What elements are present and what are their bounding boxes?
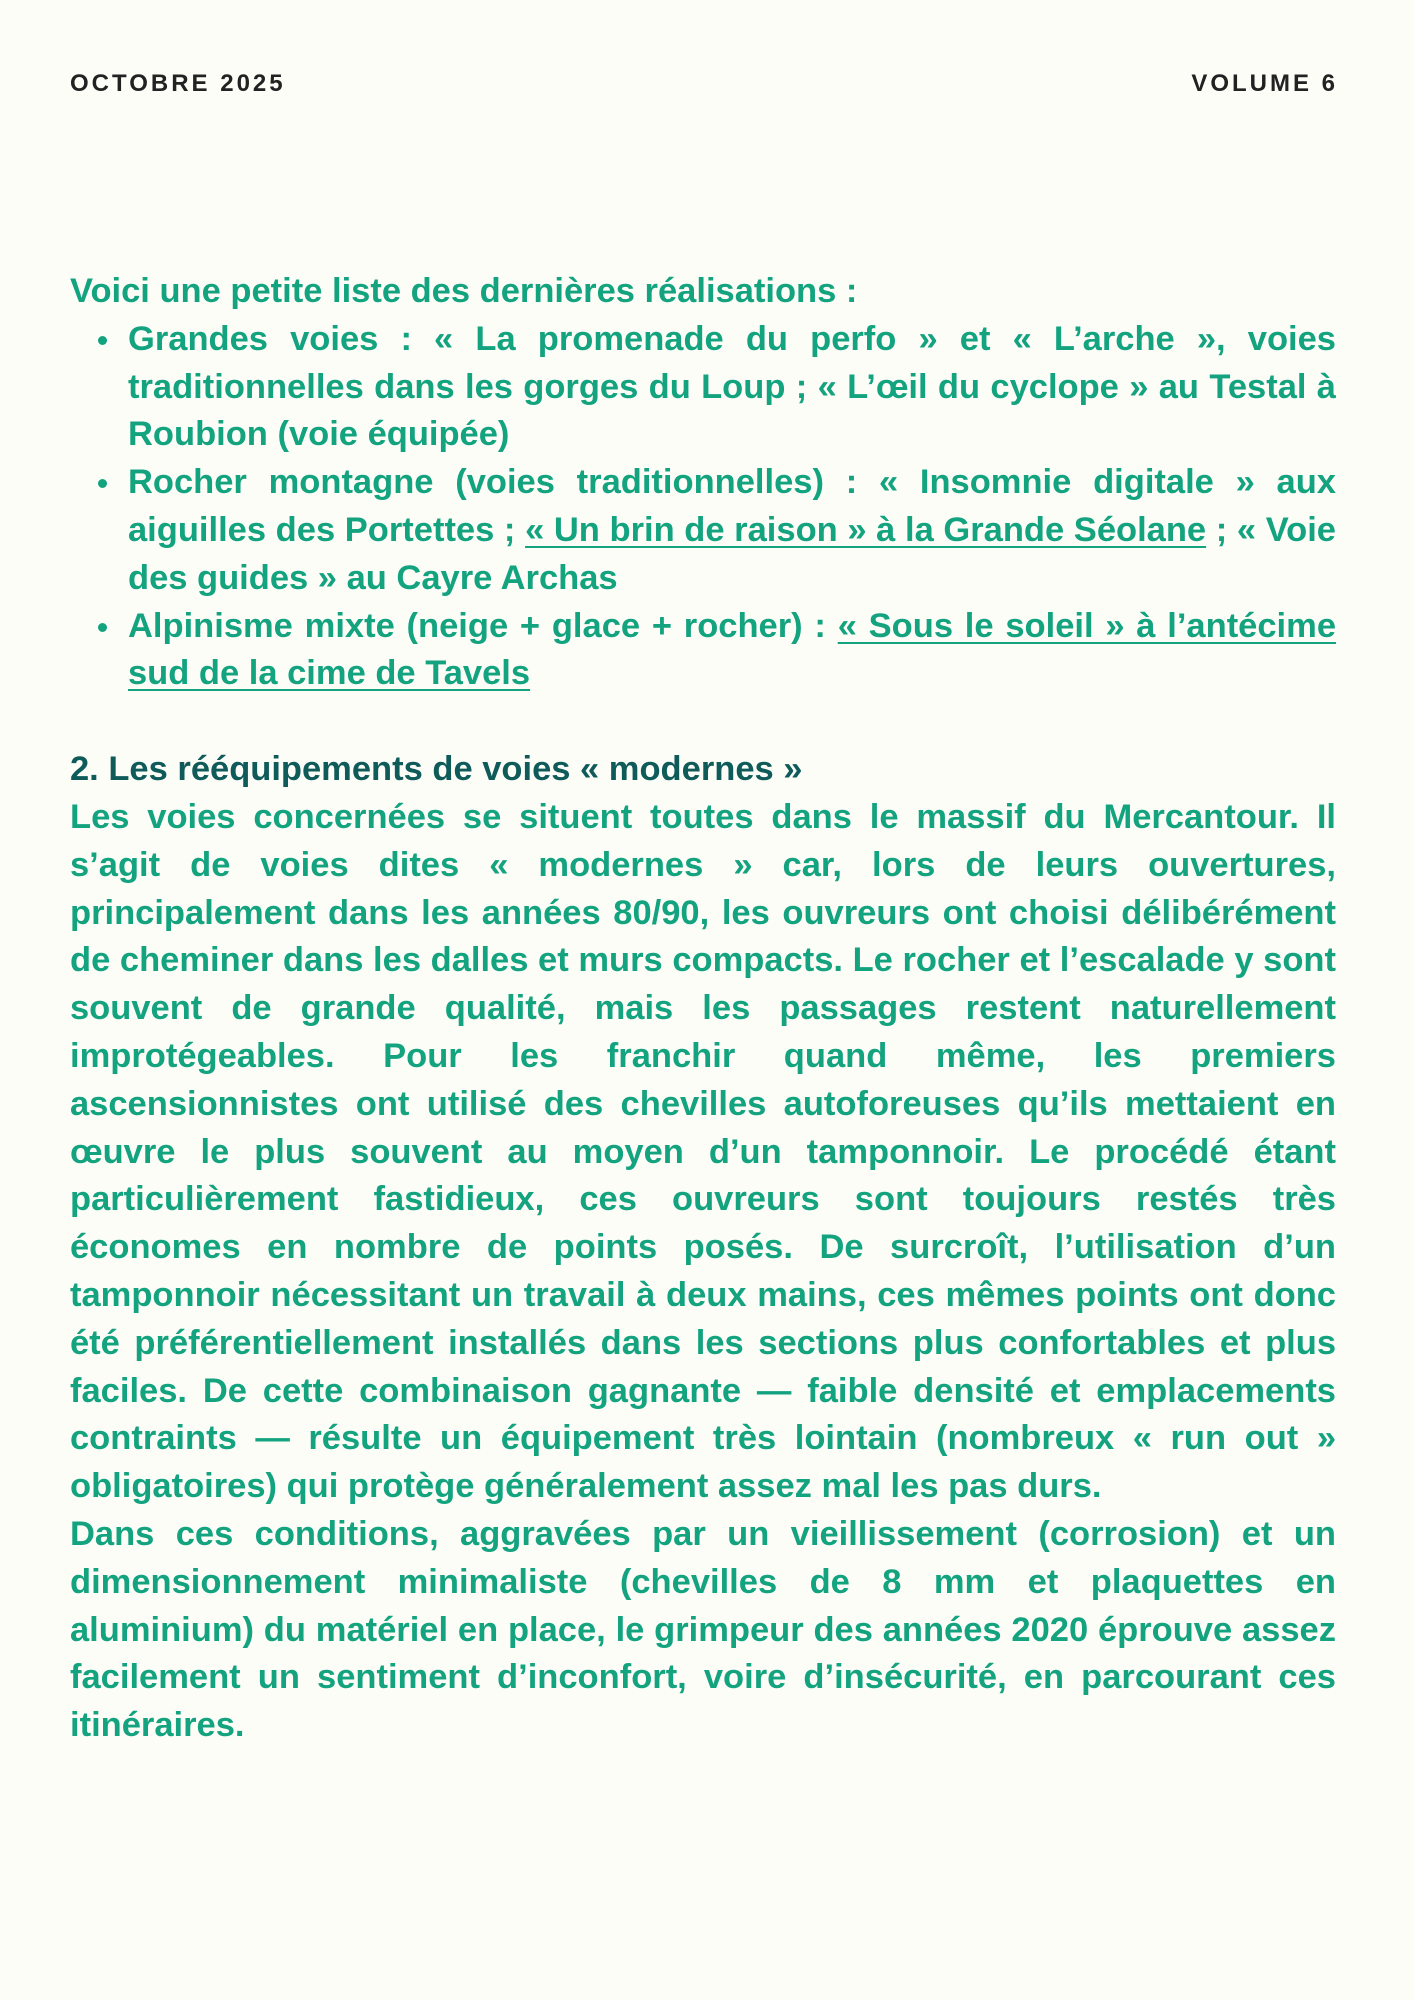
body-paragraph: Les voies concernées se situent toutes dans le massif du Mercantour. Il s’agit de voies dites « modernes » car, lors de leurs ouvertures, principalement dans les années 80/90, les ouvreurs ont choisi délibérément de cheminer dans les dalles et murs compacts. Le rocher et l’escalade y sont souvent de grande qualité, mais les passages restent naturellement improtégeables. Pour les franchir quand même, les premiers ascensionnistes ont utilisé des chevilles autoforeuses qu’ils mettaient en œuvre le plus souvent au moyen d’un tamponnoir. Le procédé étant particulièrement fastidieux, ces ouvreurs sont toujours restés très économes en nombre de points posés. De surcroît, l’utilisation d’un tamponnoir nécessitant un travail à deux mains, ces mêmes points ont donc été préférentiellement installés dans les sections plus confortables et plus faciles. De cette combinaison gagnante — faible densité et emplacements contraints — résulte un équipement très lointain (nombreux « run out » obligatoires) qui protège généralement assez mal les pas durs.	[70, 797, 1336, 1506]
list-item-text: Grandes voies : « La promenade du perfo » et « L’arche », voies traditionnelles dans les gorges du Loup ; « L’œil du cyclope » au Testal à Roubion (voie équipée)	[128, 319, 1336, 454]
intro-text: Voici une petite liste des dernières réalisations :	[70, 272, 858, 310]
list-item	[128, 459, 1336, 602]
body-paragraph: Dans ces conditions, aggravées par un vieillissement (corrosion) et un dimensionnement minimaliste (chevilles de 8 mm et plaquettes en aluminium) du matériel en place, le grimpeur des années 2020 éprouve assez facilement un sentiment d’inconfort, voire d’insécurité, en parcourant ces itinéraires.	[70, 1514, 1336, 1745]
route-link-sous-le-soleil[interactable]: « Sous le soleil » à l’antécime sud de la cime de Tavels	[128, 606, 1337, 693]
issue-date: OCTOBRE 2025	[70, 70, 286, 97]
list-item-text: Alpinisme mixte (neige + glace + rocher) :	[128, 606, 838, 645]
section-heading: 2. Les rééquipements de voies « modernes »	[70, 750, 803, 789]
spacer	[70, 698, 1336, 746]
realisations-list	[70, 316, 1336, 698]
volume-number: VOLUME 6	[1191, 70, 1338, 97]
list-item-text: Rocher montagne (voies traditionnelles) : « Insomnie digitale » aux aiguilles des Portettes ;	[128, 463, 1336, 549]
route-link-un-brin-de-raison[interactable]: « Un brin de raison » à la Grande Séolane	[525, 510, 1207, 549]
list-item	[128, 316, 1336, 459]
article-content	[70, 268, 1336, 1750]
list-item	[128, 603, 1336, 699]
list-item-text: ; « Voie des guides » au Cayre Archas	[128, 510, 1336, 597]
page-header	[70, 70, 1338, 98]
